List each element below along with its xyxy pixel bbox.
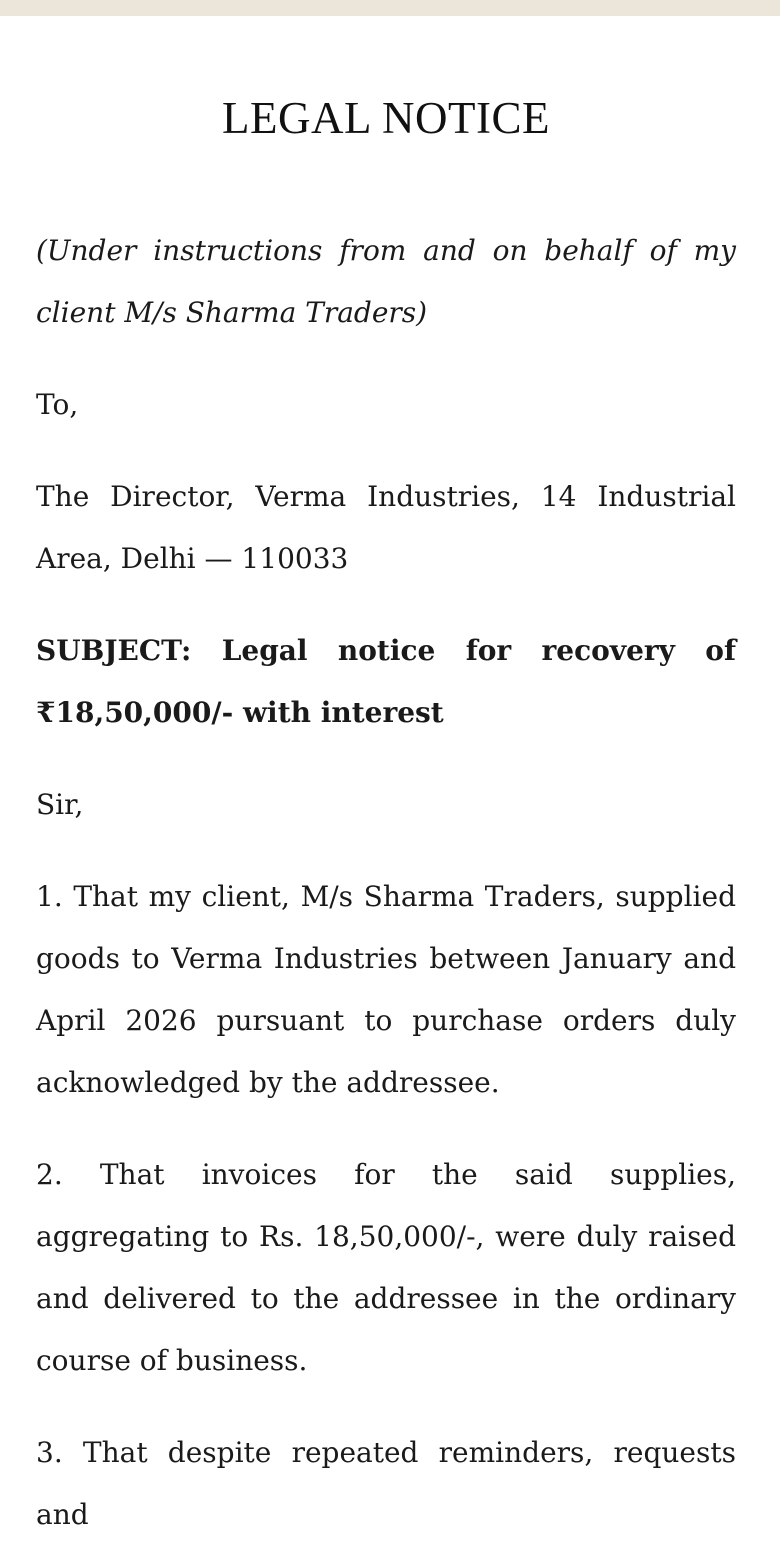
notice-intro: (Under instructions from and on behalf of my client M/s Sharma Traders) [36, 234, 736, 329]
recipient-heading: To, [36, 388, 79, 421]
document-page [0, 16, 780, 1531]
salutation: Sir, [36, 788, 84, 821]
paragraph-2: 2. That invoices for the said supplies, aggregating to Rs. 18,50,000/-, were duly raised and delivered to the addressee in the ordinary course of business. [36, 1158, 736, 1377]
notice-title: LEGAL NOTICE [221, 93, 550, 143]
paragraph-1: 1. That my client, M/s Sharma Traders, supplied goods to Verma Industries between January and April 2026 pursuant to purchase orders duly acknowledged by the addressee. [36, 880, 736, 1099]
top-strip [0, 0, 780, 16]
recipient-address: The Director, Verma Industries, 14 Industrial Area, Delhi — 110033 [36, 480, 736, 575]
notice-subject: SUBJECT: Legal notice for recovery of ₹18,50,000/- with interest [36, 634, 736, 729]
paragraph-3: 3. That despite repeated reminders, requests and [36, 1436, 736, 1531]
